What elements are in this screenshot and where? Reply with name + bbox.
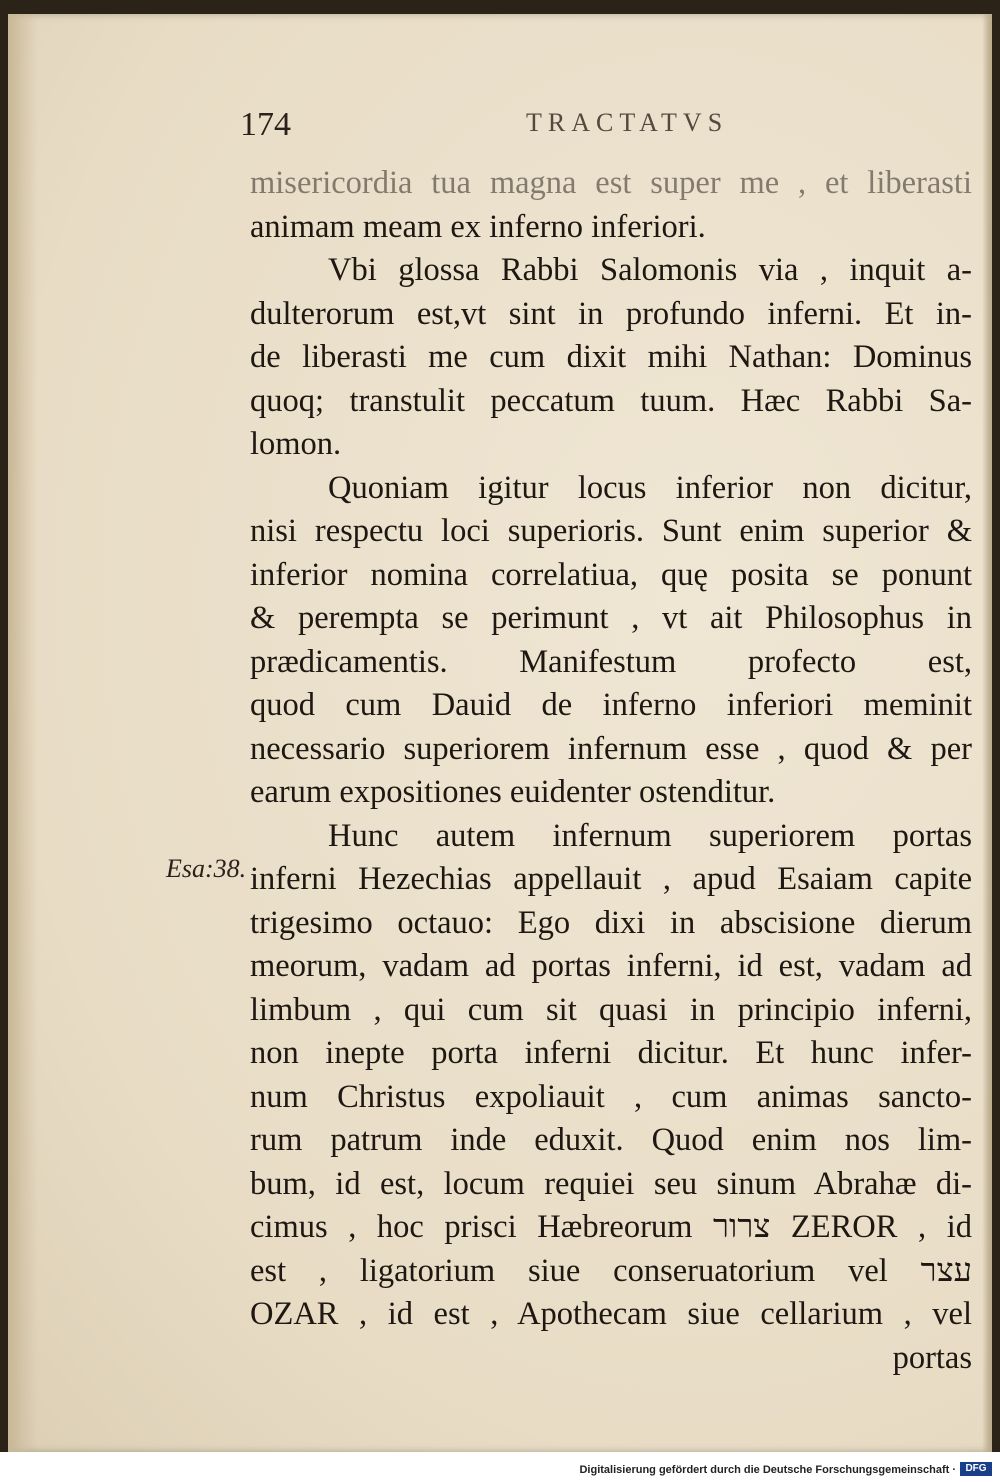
text-line: Quoniam igitur locus inferior non dicitur, (328, 469, 972, 506)
text-line: prædicamentis. Manifestum profecto est, (250, 643, 972, 680)
book-page (8, 14, 992, 1452)
text-line: bum, id est, locum requiei seu sinum Abrahæ di- (250, 1165, 972, 1202)
text-line: est , ligatorium siue conseruatorium vel עצר (250, 1252, 972, 1289)
text-line: meorum, vadam ad portas inferni, id est, vadam ad (250, 948, 972, 984)
page-gutter-shadow (8, 14, 38, 1452)
text-block (250, 162, 972, 1380)
text-line: limbum , qui cum sit quasi in principio inferni, (250, 991, 972, 1028)
text-line: nisi respectu loci superioris. Sunt enim superior & (250, 513, 972, 549)
text-line: rum patrum inde eduxit. Quod enim nos lim- (250, 1122, 972, 1158)
page-edge-shadow (982, 14, 992, 1452)
text-line: misericordia tua magna est super me , et liberasti (250, 165, 972, 201)
text-line: num Christus expoliauit , cum animas sancto- (250, 1078, 972, 1115)
text-line: dulterorum est,vt sint in profundo inferni. Et in- (250, 295, 972, 332)
text-line: animam meam ex inferno inferiori. (250, 208, 706, 245)
text-line: inferior nomina correlatiua, quę posita se ponunt (250, 556, 972, 593)
running-head: TRACTATVS (526, 108, 729, 137)
text-line: Vbi glossa Rabbi Salomonis via , inquit a- (328, 252, 972, 288)
footer-credit: Digitalisierung gefördert durch die Deutsche Forschungsgemeinschaft · (579, 1464, 956, 1476)
text-line: inferni Hezechias appellauit , apud Esaiam capite (250, 861, 972, 897)
text-line: earum expositiones euidenter ostenditur. (250, 774, 776, 810)
text-line: non inepte porta inferni dicitur. Et hunc infer- (250, 1035, 972, 1071)
dfg-logo: DFG (960, 1462, 992, 1476)
marginal-note: Esa:38. (166, 854, 247, 883)
text-line: quod cum Dauid de inferno inferiori meminit (250, 687, 972, 723)
text-line: Hunc autem infernum superiorem portas (328, 817, 972, 854)
text-line: trigesimo octauo: Ego dixi in abscisione dierum (250, 904, 972, 941)
page-number: 174 (240, 106, 291, 143)
text-line: OZAR , id est , Apothecam siue cellarium , vel (250, 1296, 972, 1332)
text-line: quoq; transtulit peccatum tuum. Hæc Rabbi Sa- (250, 382, 972, 419)
footer-bar (0, 1452, 1000, 1482)
text-line: de liberasti me cum dixit mihi Nathan: Dominus (250, 339, 972, 375)
text-line: lomon. (250, 426, 342, 462)
catchword: portas (892, 1339, 972, 1376)
text-line: necessario superiorem infernum esse , quod & per (250, 730, 972, 767)
text-line: cimus , hoc prisci Hæbreorum צרור ZEROR , id (250, 1209, 973, 1245)
text-line: & perempta se perimunt , vt ait Philosophus in (250, 600, 972, 636)
